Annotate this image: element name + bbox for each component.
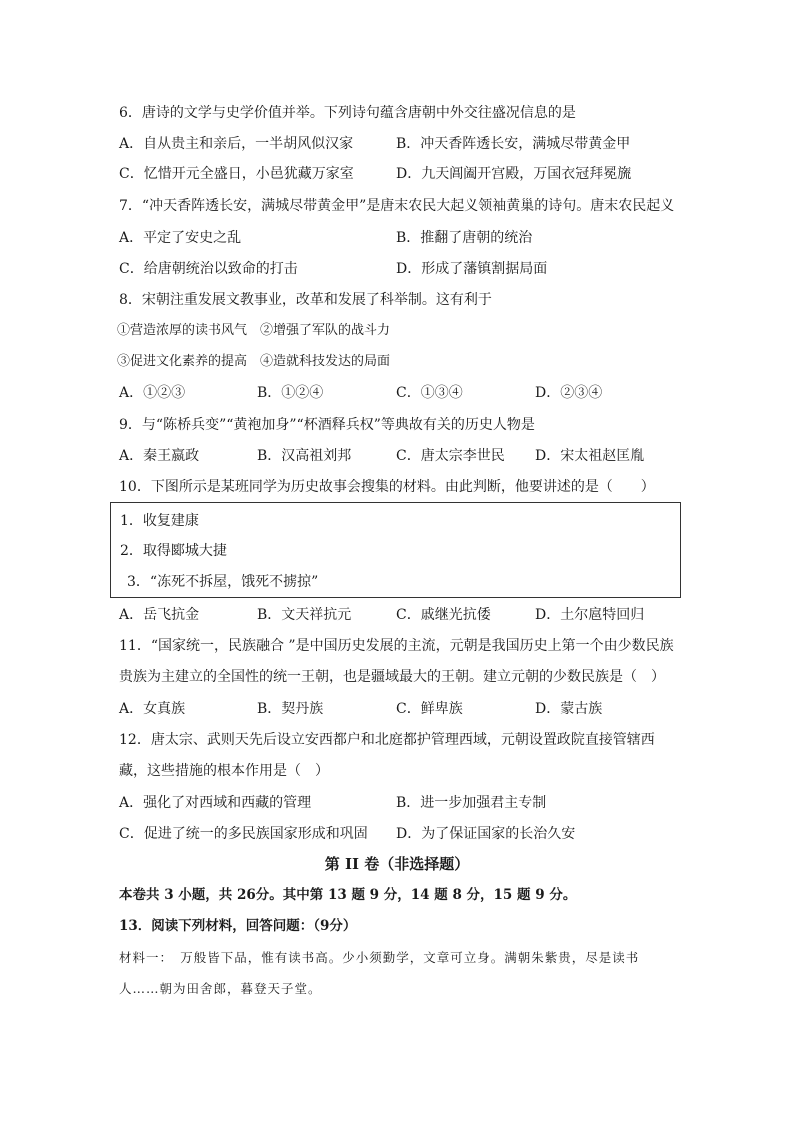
q12-option-c: C．促进了统一的多民族国家形成和巩固 xyxy=(119,826,368,842)
q10-box-item-1: 1．收复建康 xyxy=(120,513,199,529)
q11-option-d: D．蒙古族 xyxy=(535,701,603,717)
q8-stem: 8．宋朝注重发展文教事业，改革和发展了科举制。这有利于 xyxy=(119,292,492,308)
q9-stem: 9．与“陈桥兵变”“黄袍加身”“杯酒释兵权”等典故有关的历史人物是 xyxy=(119,417,535,433)
q8-option-b: B．①②④ xyxy=(257,385,324,401)
q6-option-d: D．九天阊阖开宫殿，万国衣冠拜冕旒 xyxy=(396,166,632,182)
q8-option-c: C．①③④ xyxy=(396,385,463,401)
q8-item-line-1: ①营造浓厚的读书风气 ②增强了军队的战斗力 xyxy=(117,323,391,338)
q10-material-box xyxy=(110,502,681,598)
q11-option-a: A．女真族 xyxy=(119,701,186,717)
q11-option-c: C．鲜卑族 xyxy=(396,701,463,717)
q9-option-a: A．秦王嬴政 xyxy=(119,448,200,464)
q8-item-line-2: ③促进文化素养的提高 ④造就科技发达的局面 xyxy=(117,354,391,369)
q11-stem-line-2: 贵族为主建立的全国性的统一王朝，也是疆域最大的王朝。建立元朝的少数民族是（ ） xyxy=(119,669,665,685)
q7-option-b: B．推翻了唐朝的统治 xyxy=(396,230,533,246)
q10-option-d: D．土尔扈特回归 xyxy=(535,607,645,623)
q10-box-item-3: 3．“冻死不拆屋，饿死不掳掠” xyxy=(127,574,319,590)
q9-option-b: B．汉高祖刘邦 xyxy=(257,448,352,464)
q6-stem: 6．唐诗的文学与史学价值并举。下列诗句蕴含唐朝中外交往盛况信息的是 xyxy=(119,105,576,121)
q10-option-c: C．戚继光抗倭 xyxy=(396,607,491,623)
q10-option-a: A．岳飞抗金 xyxy=(119,607,200,623)
q12-stem-line-1: 12．唐太宗、武则天先后设立安西都户和北庭都护管理西域，元朝设置政院直接管辖西 xyxy=(119,732,655,748)
q7-option-c: C．给唐朝统治以致命的打击 xyxy=(119,261,298,277)
q12-option-d: D．为了保证国家的长治久安 xyxy=(396,826,576,842)
q10-box-item-2: 2．取得郾城大捷 xyxy=(120,543,227,559)
section-title: 第 II 卷（非选择题） xyxy=(324,855,470,873)
q7-option-a: A．平定了安史之乱 xyxy=(119,230,242,246)
section-intro: 本卷共 3 小题，共 26分。其中第 13 题 9 分，14 题 8 分，15 题 9 分。 xyxy=(119,887,577,903)
q10-option-b: B．文天祥抗元 xyxy=(257,607,352,623)
q11-stem-line-1: 11．“国家统一，民族融合 ”是中国历史发展的主流，元朝是我国历史上第一个由少数民族 xyxy=(119,638,674,654)
q8-option-a: A．①②③ xyxy=(119,385,186,401)
q7-option-d: D．形成了藩镇割据局面 xyxy=(396,261,548,277)
q13-stem: 13．阅读下列材料，回答问题：（9分） xyxy=(119,918,357,934)
q7-stem: 7．“冲天香阵透长安，满城尽带黄金甲”是唐末农民大起义领袖黄巢的诗句。唐末农民起义 xyxy=(119,198,675,214)
q9-option-c: C．唐太宗李世民 xyxy=(396,448,505,464)
q6-option-c: C．忆惜开元全盛日，小邑犹藏万家室 xyxy=(119,166,354,182)
q6-option-b: B．冲天香阵透长安，满城尽带黄金甲 xyxy=(396,136,631,152)
q12-stem-line-2: 藏，这些措施的根本作用是（ ） xyxy=(119,763,329,779)
q8-option-d: D．②③④ xyxy=(535,385,603,401)
q13-material-line-2: 人……朝为田舍郎，暮登天子堂。 xyxy=(119,981,322,996)
q12-option-b: B．进一步加强君主专制 xyxy=(396,795,547,811)
q13-material-line-1: 材料一： 万般皆下品，惟有读书高。少小须勤学，文章可立身。满朝朱紫贵，尽是读书 xyxy=(119,950,640,965)
q11-option-b: B．契丹族 xyxy=(257,701,324,717)
q9-option-d: D．宋太祖赵匡胤 xyxy=(535,448,645,464)
q6-option-a: A．自从贵主和亲后，一半胡风似汉家 xyxy=(119,136,354,152)
q12-option-a: A．强化了对西域和西藏的管理 xyxy=(119,795,312,811)
q10-stem: 10．下图所示是某班同学为历史故事会搜集的材料。由此判断，他要讲述的是（ ） xyxy=(119,479,655,495)
